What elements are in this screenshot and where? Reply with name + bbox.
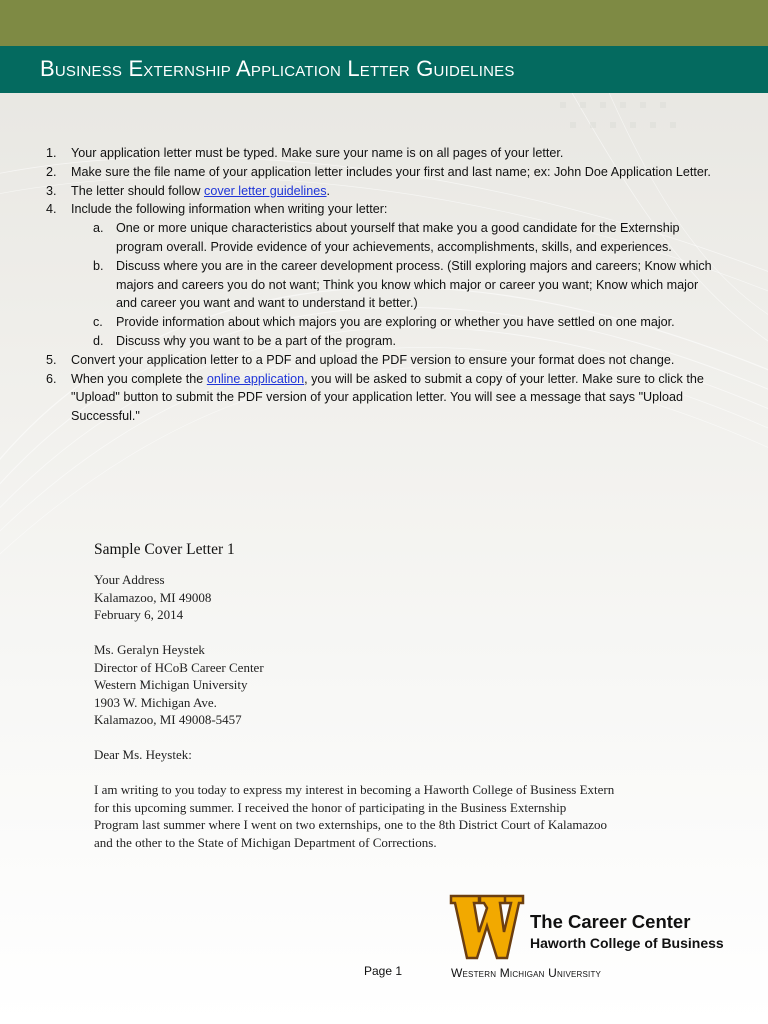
sample-letter-heading: Sample Cover Letter 1 (94, 541, 235, 558)
sub-list-item-text: One or more unique characteristics about yourself that make you a good candidate for the Externship program overall. Provide evidence of your achievements, accomplishments, skills, and experiences. (116, 221, 680, 254)
recipient-city: Kalamazoo, MI 49008-5457 (94, 712, 242, 727)
recipient-street: 1903 W. Michigan Ave. (94, 694, 217, 710)
sub-list-letter: a. (93, 221, 104, 236)
recipient-organization: Western Michigan University (94, 677, 248, 692)
guidelines-list (40, 144, 720, 426)
sender-block (94, 571, 714, 624)
list-item-text: The letter should follow (71, 183, 205, 198)
list-item-text: Make sure the file name of your application letter includes your first and last name; ex: John Doe Application Letter. (71, 164, 711, 179)
list-number: 4. (46, 202, 57, 217)
sub-list-letter: d. (93, 333, 104, 348)
list-item (40, 370, 720, 426)
page-title: Business Externship Application Letter Guidelines (40, 56, 515, 81)
sub-list-item (71, 257, 720, 313)
sub-list-letter: c. (93, 315, 103, 330)
list-item-text: When you complete the (71, 371, 207, 386)
letter-body-line: for this upcoming summer. I received the honor of participating in the Business Externship (94, 799, 567, 815)
list-item (40, 200, 720, 350)
sender-city-line: Kalamazoo, MI 49008 (94, 589, 212, 605)
list-number: 6. (46, 371, 57, 386)
sub-list (71, 219, 720, 351)
career-center-name: The Career Center (530, 911, 691, 932)
letter-body-line: Program last summer where I went on two externships, one to the 8th District Court of Kalamazoo (94, 817, 608, 832)
list-item (40, 144, 720, 163)
list-number: 5. (46, 352, 57, 367)
sub-list-item (71, 332, 720, 351)
letter-date: February 6, 2014 (94, 607, 184, 622)
list-item-text: Your application letter must be typed. Make sure your name is on all pages of your letter. (71, 146, 564, 160)
letter-body-line: I am writing to you today to express my interest in becoming a Haworth College of Business Extern (94, 782, 615, 797)
sub-list-item-text: Discuss why you want to be a part of the program. (116, 333, 396, 348)
sample-cover-letter (94, 540, 714, 851)
list-item-text: Include the following information when writing your letter: (71, 202, 388, 217)
recipient-title: Director of HCoB Career Center (94, 659, 264, 675)
recipient-block (94, 641, 714, 729)
list-item-text: . (326, 183, 331, 198)
college-name: Haworth College of Business (530, 935, 724, 951)
recipient-name: Ms. Geralyn Heystek (94, 642, 205, 657)
list-item-text: , you will be asked to submit a copy of your letter. Make sure to click the "Upload" button to submit the PDF version of your application letter. You will see a message that says "Upload Successful." (71, 371, 704, 424)
sender-address-line: Your Address (94, 572, 165, 587)
sub-list-letter: b. (93, 258, 104, 273)
online-application-link[interactable]: online application (206, 371, 305, 386)
list-item-text: Convert your application letter to a PDF and upload the PDF version to ensure your format does not change. (71, 352, 675, 367)
list-item (40, 163, 720, 182)
page-number: Page 1 (364, 964, 403, 978)
list-number: 3. (46, 183, 57, 198)
letter-body-paragraph (94, 781, 714, 851)
list-number: 1. (46, 146, 57, 160)
sub-list-item (71, 313, 720, 332)
sub-list-item-text: Provide information about which majors you are exploring or whether you have settled on one major. (116, 315, 675, 330)
sub-list-item (71, 219, 720, 257)
wmu-w-logo-icon (449, 894, 525, 960)
list-item (40, 182, 720, 201)
letter-body-line: and the other to the State of Michigan Department of Corrections. (94, 834, 437, 850)
list-number: 2. (46, 164, 57, 179)
sub-list-item-text: Discuss where you are in the career development process. (Still exploring majors and careers; Know which majors and careers you do not want; Think you know which major or career you want; Know which major and career you want and want to understand it better.) (116, 258, 712, 311)
list-item (40, 351, 720, 370)
salutation: Dear Ms. Heystek: (94, 747, 192, 762)
cover-letter-guidelines-link[interactable]: cover letter guidelines (204, 183, 327, 198)
university-name: Western Michigan University (451, 966, 602, 980)
